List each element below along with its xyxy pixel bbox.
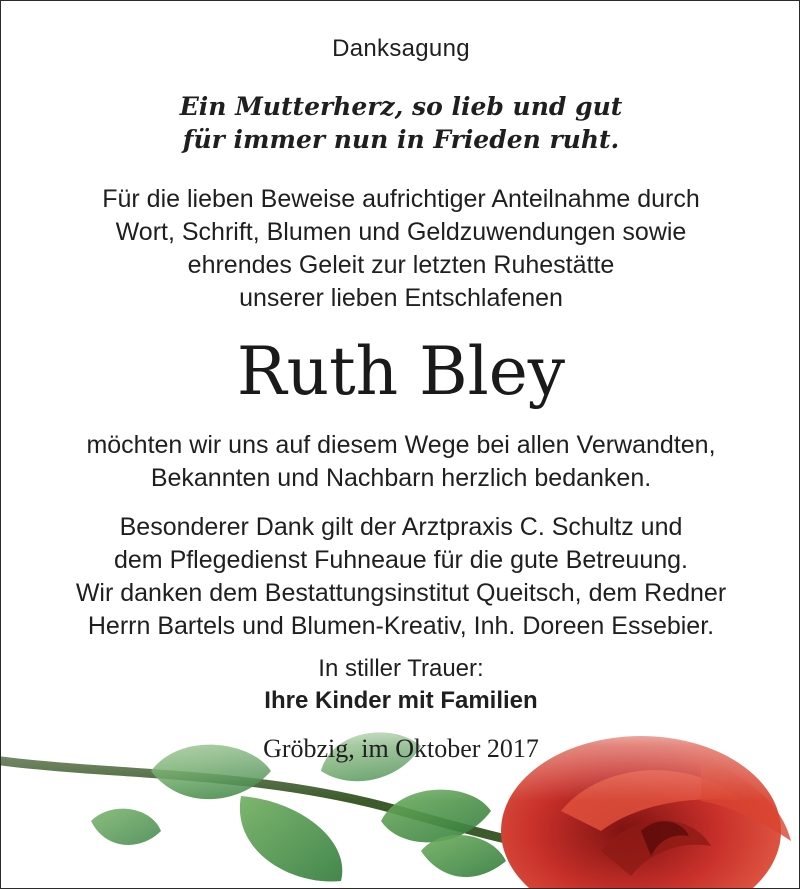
- special-line: Besonderer Dank gilt der Arztpraxis C. Schultz und: [119, 513, 683, 541]
- verse-line: Ein Mutterherz, so lieb und gut: [179, 92, 623, 121]
- thanks-line: möchten wir uns auf diesem Wege bei allen Verwandten,: [86, 431, 716, 459]
- special-line: dem Pflegedienst Fuhneaue für die gute Betreuung.: [113, 546, 688, 574]
- special-line: Wir danken dem Bestattungsinstitut Queitsch, dem Redner: [75, 579, 727, 607]
- thanks-paragraph: [1, 429, 800, 495]
- verse-line: für immer nun in Frieden ruht.: [182, 125, 620, 154]
- family-signature: Ihre Kinder mit Familien: [264, 687, 538, 714]
- notice-heading: Danksagung: [332, 35, 470, 62]
- intro-paragraph: [1, 183, 800, 315]
- place-date: Gröbzig, im Oktober 2017: [263, 734, 539, 763]
- mourning-label: In stiller Trauer:: [318, 655, 484, 682]
- intro-line: unserer lieben Entschlafenen: [239, 284, 563, 312]
- signature-block: [1, 653, 800, 717]
- deceased-name: Ruth Bley: [236, 333, 566, 410]
- special-line: Herrn Bartels und Blumen-Kreativ, Inh. Doreen Essebier.: [87, 612, 715, 640]
- special-thanks-paragraph: [1, 511, 800, 643]
- intro-line: Für die lieben Beweise aufrichtiger Anteilnahme durch: [102, 185, 700, 213]
- rose-icon: [1, 701, 800, 889]
- thanks-line: Bekannten und Nachbarn herzlich bedanken.: [150, 464, 652, 492]
- memorial-verse: [1, 90, 800, 156]
- intro-line: Wort, Schrift, Blumen und Geldzuwendungen sowie: [115, 218, 687, 246]
- intro-line: ehrendes Geleit zur letzten Ruhestätte: [187, 251, 615, 279]
